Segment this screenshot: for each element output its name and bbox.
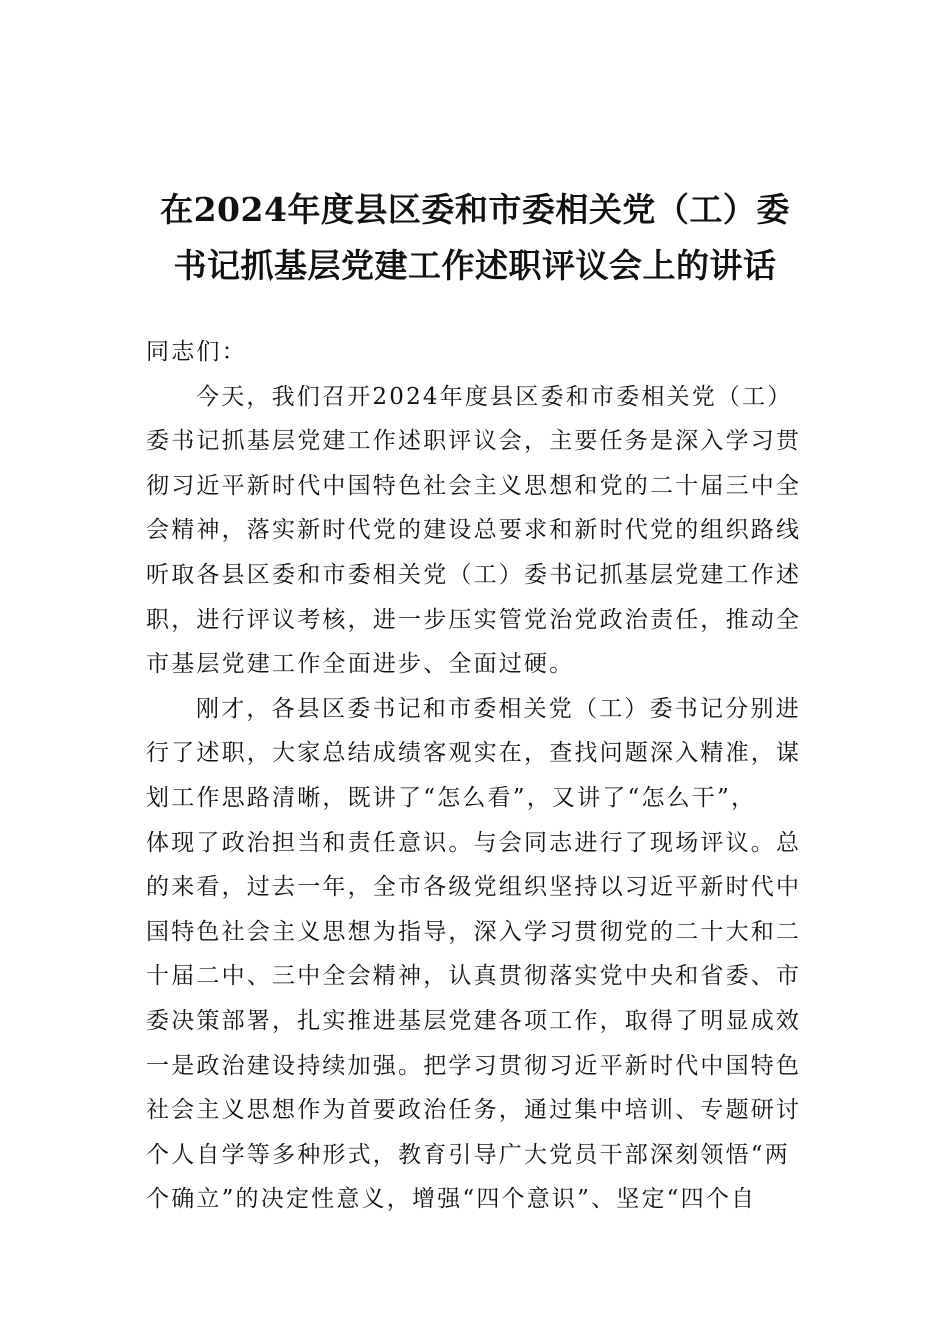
paragraph-2-line-5: 的来看，过去一年，全市各级党组织坚持以习近平新时代中: [146, 874, 802, 901]
paragraph-2-line-7: 十届二中、三中全会精神，认真贯彻落实党中央和省委、市: [146, 963, 802, 990]
paragraph-1-line-7: 市基层党建工作全面进步、全面过硬。: [146, 651, 575, 678]
document-title: [120, 182, 830, 294]
paragraph-2-line-4: 体现了政治担当和责任意识。与会同志进行了现场评议。总: [146, 829, 802, 856]
paragraph-2-line-8: 委决策部署，扎实推进基层党建各项工作，取得了明显成效: [146, 1007, 802, 1034]
paragraph-1-line-1: 今天，我们召开2024年度县区委和市委相关党（工）: [196, 383, 793, 410]
paragraph-1-line-2: 委书记抓基层党建工作述职评议会，主要任务是深入学习贯: [146, 428, 802, 455]
paragraph-2-line-2: 行了述职，大家总结成绩客观实在，查找问题深入精准，谋: [146, 740, 802, 767]
paragraph-1-line-3: 彻习近平新时代中国特色社会主义思想和党的二十届三中全: [146, 472, 802, 499]
document-body: [146, 330, 810, 1222]
paragraph-2-line-1: 刚才，各县区委书记和市委相关党（工）委书记分别进: [196, 695, 801, 722]
paragraph-1-line-4: 会精神，落实新时代党的建设总要求和新时代党的组织路线: [146, 517, 802, 544]
salutation: 同志们：: [146, 339, 247, 365]
paragraph-2-line-10: 社会主义思想作为首要政治任务，通过集中培训、专题研讨: [146, 1097, 802, 1124]
paragraph-2-line-9: 一是政治建设持续加强。把学习贯彻习近平新时代中国特色: [146, 1052, 802, 1079]
paragraph-1: [146, 375, 810, 687]
paragraph-2-line-6: 国特色社会主义思想为指导，深入学习贯彻党的二十大和二: [146, 918, 802, 945]
paragraph-2: [146, 687, 810, 1222]
title-line-1: 在2024年度县区委和市委相关党（工）委: [160, 190, 790, 230]
paragraph-2-line-11: 个人自学等多种形式，教育引导广大党员干部深刻领悟“两: [146, 1141, 790, 1168]
paragraph-1-line-6: 职，进行评议考核，进一步压实管党治党政治责任，推动全: [146, 606, 802, 633]
paragraph-1-line-5: 听取各县区委和市委相关党（工）委书记抓基层党建工作述: [146, 561, 802, 588]
paragraph-2-line-12: 个确立”的决定性意义，增强“四个意识”、坚定“四个自: [146, 1186, 757, 1213]
paragraph-2-line-3: 划工作思路清晰，既讲了“怎么看”，又讲了“怎么干”，: [146, 784, 757, 811]
title-line-2: 书记抓基层党建工作述职评议会上的讲话: [173, 246, 777, 286]
